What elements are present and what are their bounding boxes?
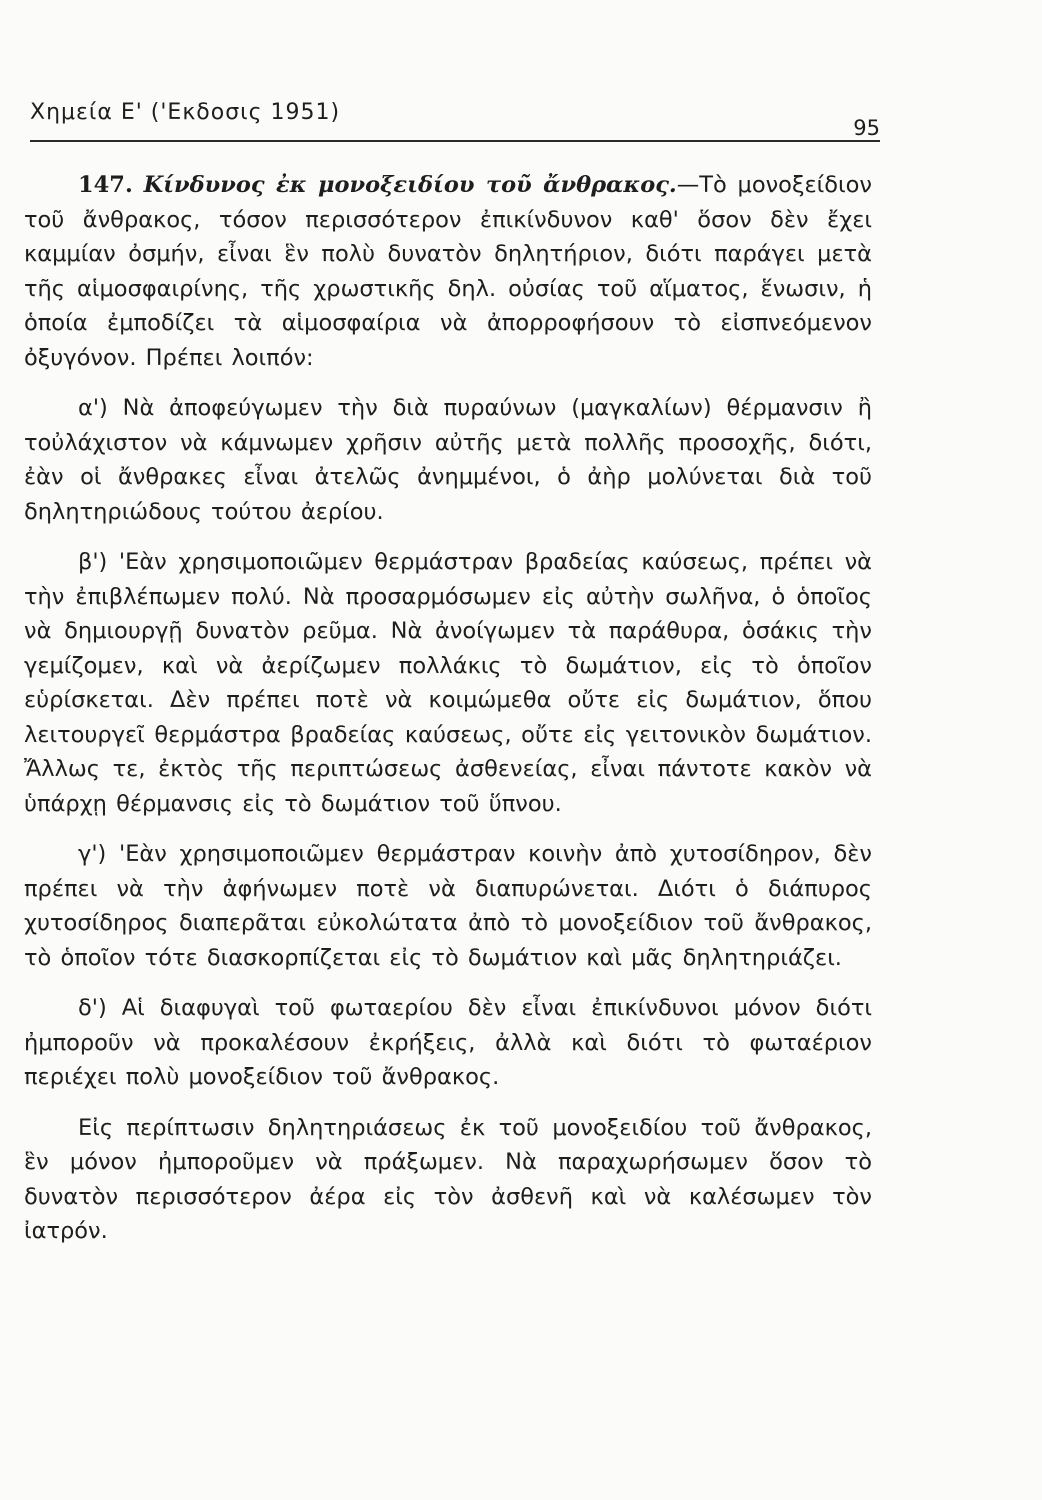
page-header	[30, 88, 880, 144]
header-rule	[30, 140, 880, 142]
section-paragraph	[24, 168, 872, 375]
paragraph-c: γ') 'Εὰν χρησιμοποιῶμεν θερμάστραν κοινὴν ἀπὸ χυτοσίδηρον, δὲν πρέπει νὰ τὴν ἀφήνωμεν ποτὲ νὰ διαπυρώνεται. Διότι ὁ διάπυρος χυτοσίδηρος διαπερᾶται εὐκολώτατα ἀπὸ τὸ μονοξείδιον τοῦ ἄνθρακος, τὸ ὁποῖον τότε διασκορπίζεται εἰς τὸ δωμάτιον καὶ μᾶς δηλητηριάζει.	[24, 841, 872, 971]
paragraph-a: α') Νὰ ἀποφεύγωμεν τὴν διὰ πυραύνων (μαγκαλίων) θέρμανσιν ἢ τοὐλάχιστον νὰ κάμνωμεν χρῆσιν αὐτῆς μετὰ πολλῆς προσοχῆς, διότι, ἐὰν οἱ ἄνθρακες εἶναι ἀτελῶς ἀνημμένοι, ὁ ἀὴρ μολύνεται διὰ τοῦ δηλητηριώδους τούτου ἀερίου.	[24, 395, 872, 525]
section-title: Κίνδυνος ἐκ μονοξειδίου τοῦ ἄνθρακος.	[143, 172, 677, 198]
paragraph-d: δ') Αἱ διαφυγαὶ τοῦ φωταερίου δὲν εἶναι ἐπικίνδυνοι μόνον διότι ἠμποροῦν νὰ προκαλέσουν ἐκρήξεις, ἀλλὰ καὶ διότι τὸ φωταέριον περιέχει πολὺ μονοξείδιον τοῦ ἄνθρακος.	[24, 995, 872, 1090]
section-intro: —Τὸ μονοξείδιον τοῦ ἄνθρακος, τόσον περισσότερον ἐπικίνδυνον καθ' ὅσον δὲν ἔχει καμμίαν ὀσμήν, εἶναι ἓν πολὺ δυνατὸν δηλητήριον, διότι παράγει μετὰ τῆς αἱμοσφαιρίνης, τῆς χρωστικῆς δηλ. οὐσίας τοῦ αἵματος, ἕνωσιν, ἡ ὁποία ἐμποδίζει τὰ αἱμοσφαίρια νὰ ἀπορροφήσουν τὸ εἰσπνεόμενον ὀξυγόνον. Πρέπει λοιπόν:	[24, 172, 872, 371]
body-text	[24, 168, 872, 1265]
paragraph-conclusion: Εἰς περίπτωσιν δηλητηριάσεως ἐκ τοῦ μονοξειδίου τοῦ ἄνθρακος, ἓν μόνον ἠμποροῦμεν νὰ πράξωμεν. Νὰ παραχωρήσωμεν ὅσον τὸ δυνατὸν περισσότερον ἀέρα εἰς τὸν ἀσθενῆ καὶ νὰ καλέσωμεν τὸν ἰατρόν.	[24, 1114, 872, 1244]
section-number: 147.	[78, 172, 133, 198]
paragraph-b: β') 'Εὰν χρησιμοποιῶμεν θερμάστραν βραδείας καύσεως, πρέπει νὰ τὴν ἐπιβλέπωμεν πολύ. Νὰ προσαρμόσωμεν εἰς αὐτὴν σωλῆνα, ὁ ὁποῖος νὰ δημιουργῇ δυνατὸν ρεῦμα. Νὰ ἀνοίγωμεν τὰ παράθυρα, ὁσάκις τὴν γεμίζομεν, καὶ νὰ ἀερίζωμεν πολλάκις τὸ δωμάτιον, εἰς τὸ ὁποῖον εὑρίσκεται. Δὲν πρέπει ποτὲ νὰ κοιμώμεθα οὔτε εἰς δωμάτιον, ὅπου λειτουργεῖ θερμάστρα βραδείας καύσεως, οὔτε εἰς γειτονικὸν δωμάτιον. Ἄλλως τε, ἐκτὸς τῆς περιπτώσεως ἀσθενείας, εἶναι πάντοτε κακὸν νὰ ὑπάρχῃ θέρμανσις εἰς τὸ δωμάτιον τοῦ ὕπνου.	[24, 549, 872, 817]
running-head: Χημεία Ε' ('Εκδοσις 1951)	[30, 100, 341, 125]
page-number: 95	[853, 116, 880, 140]
